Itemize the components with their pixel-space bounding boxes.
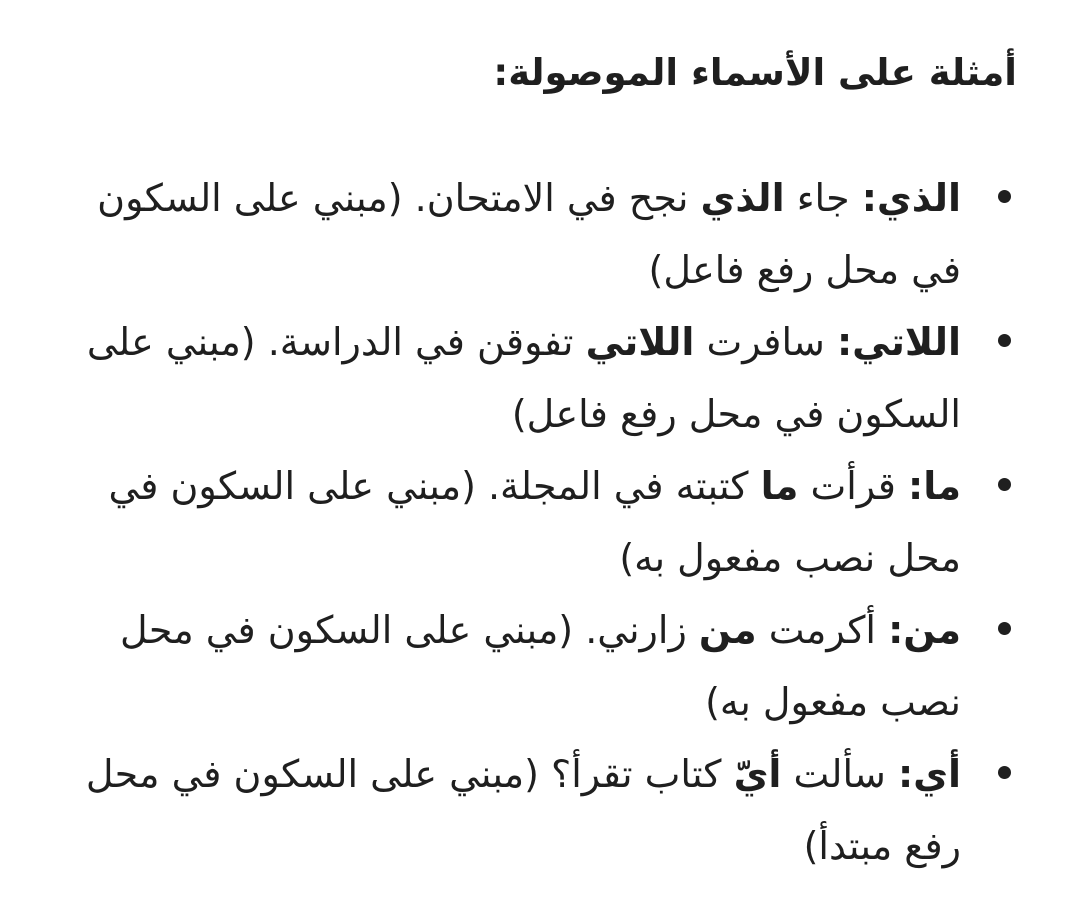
bullet-icon	[998, 334, 1011, 347]
item-text-after: كتاب تقرأ؟ (مبني على السكون في محل رفع مبتدأ)	[85, 752, 961, 869]
item-term: ما:	[908, 464, 961, 509]
item-keyword: ما	[760, 464, 799, 509]
item-keyword: اللاتي	[585, 320, 695, 365]
list-item-ayy	[60, 738, 1017, 882]
item-keyword: من	[698, 608, 757, 653]
item-term: أي:	[897, 752, 961, 797]
bullet-icon	[998, 190, 1011, 203]
item-term: اللاتي:	[836, 320, 961, 365]
item-text-before: أكرمت	[756, 608, 889, 653]
examples-list	[60, 162, 1017, 882]
heading: أمثلة على الأسماء الموصولة:	[493, 51, 1017, 94]
item-text-after: نجح في الامتحان. (مبني على السكون في محل رفع فاعل)	[97, 176, 961, 293]
item-text-before: جاء	[784, 176, 862, 221]
list-item-ma	[60, 450, 1017, 594]
list-item-man	[60, 594, 1017, 738]
item-text-before: سألت	[781, 752, 898, 797]
list-item-alladhi	[60, 162, 1017, 306]
list-item-allati	[60, 306, 1017, 450]
item-text-after: تفوقن في الدراسة. (مبني على السكون في محل رفع فاعل)	[86, 320, 961, 437]
bullet-icon	[998, 766, 1011, 779]
item-keyword: الذي	[700, 176, 785, 221]
item-text-after: كتبته في المجلة. (مبني على السكون في محل نصب مفعول به)	[108, 464, 961, 581]
item-text-after: زارني. (مبني على السكون في محل نصب مفعول به)	[120, 608, 961, 725]
item-term: من:	[888, 608, 961, 653]
bullet-icon	[998, 478, 1011, 491]
item-text-before: قرأت	[798, 464, 908, 509]
bullet-icon	[998, 622, 1011, 635]
item-text-before: سافرت	[694, 320, 837, 365]
item-term: الذي:	[861, 176, 961, 221]
item-keyword: أيّ	[733, 752, 782, 797]
